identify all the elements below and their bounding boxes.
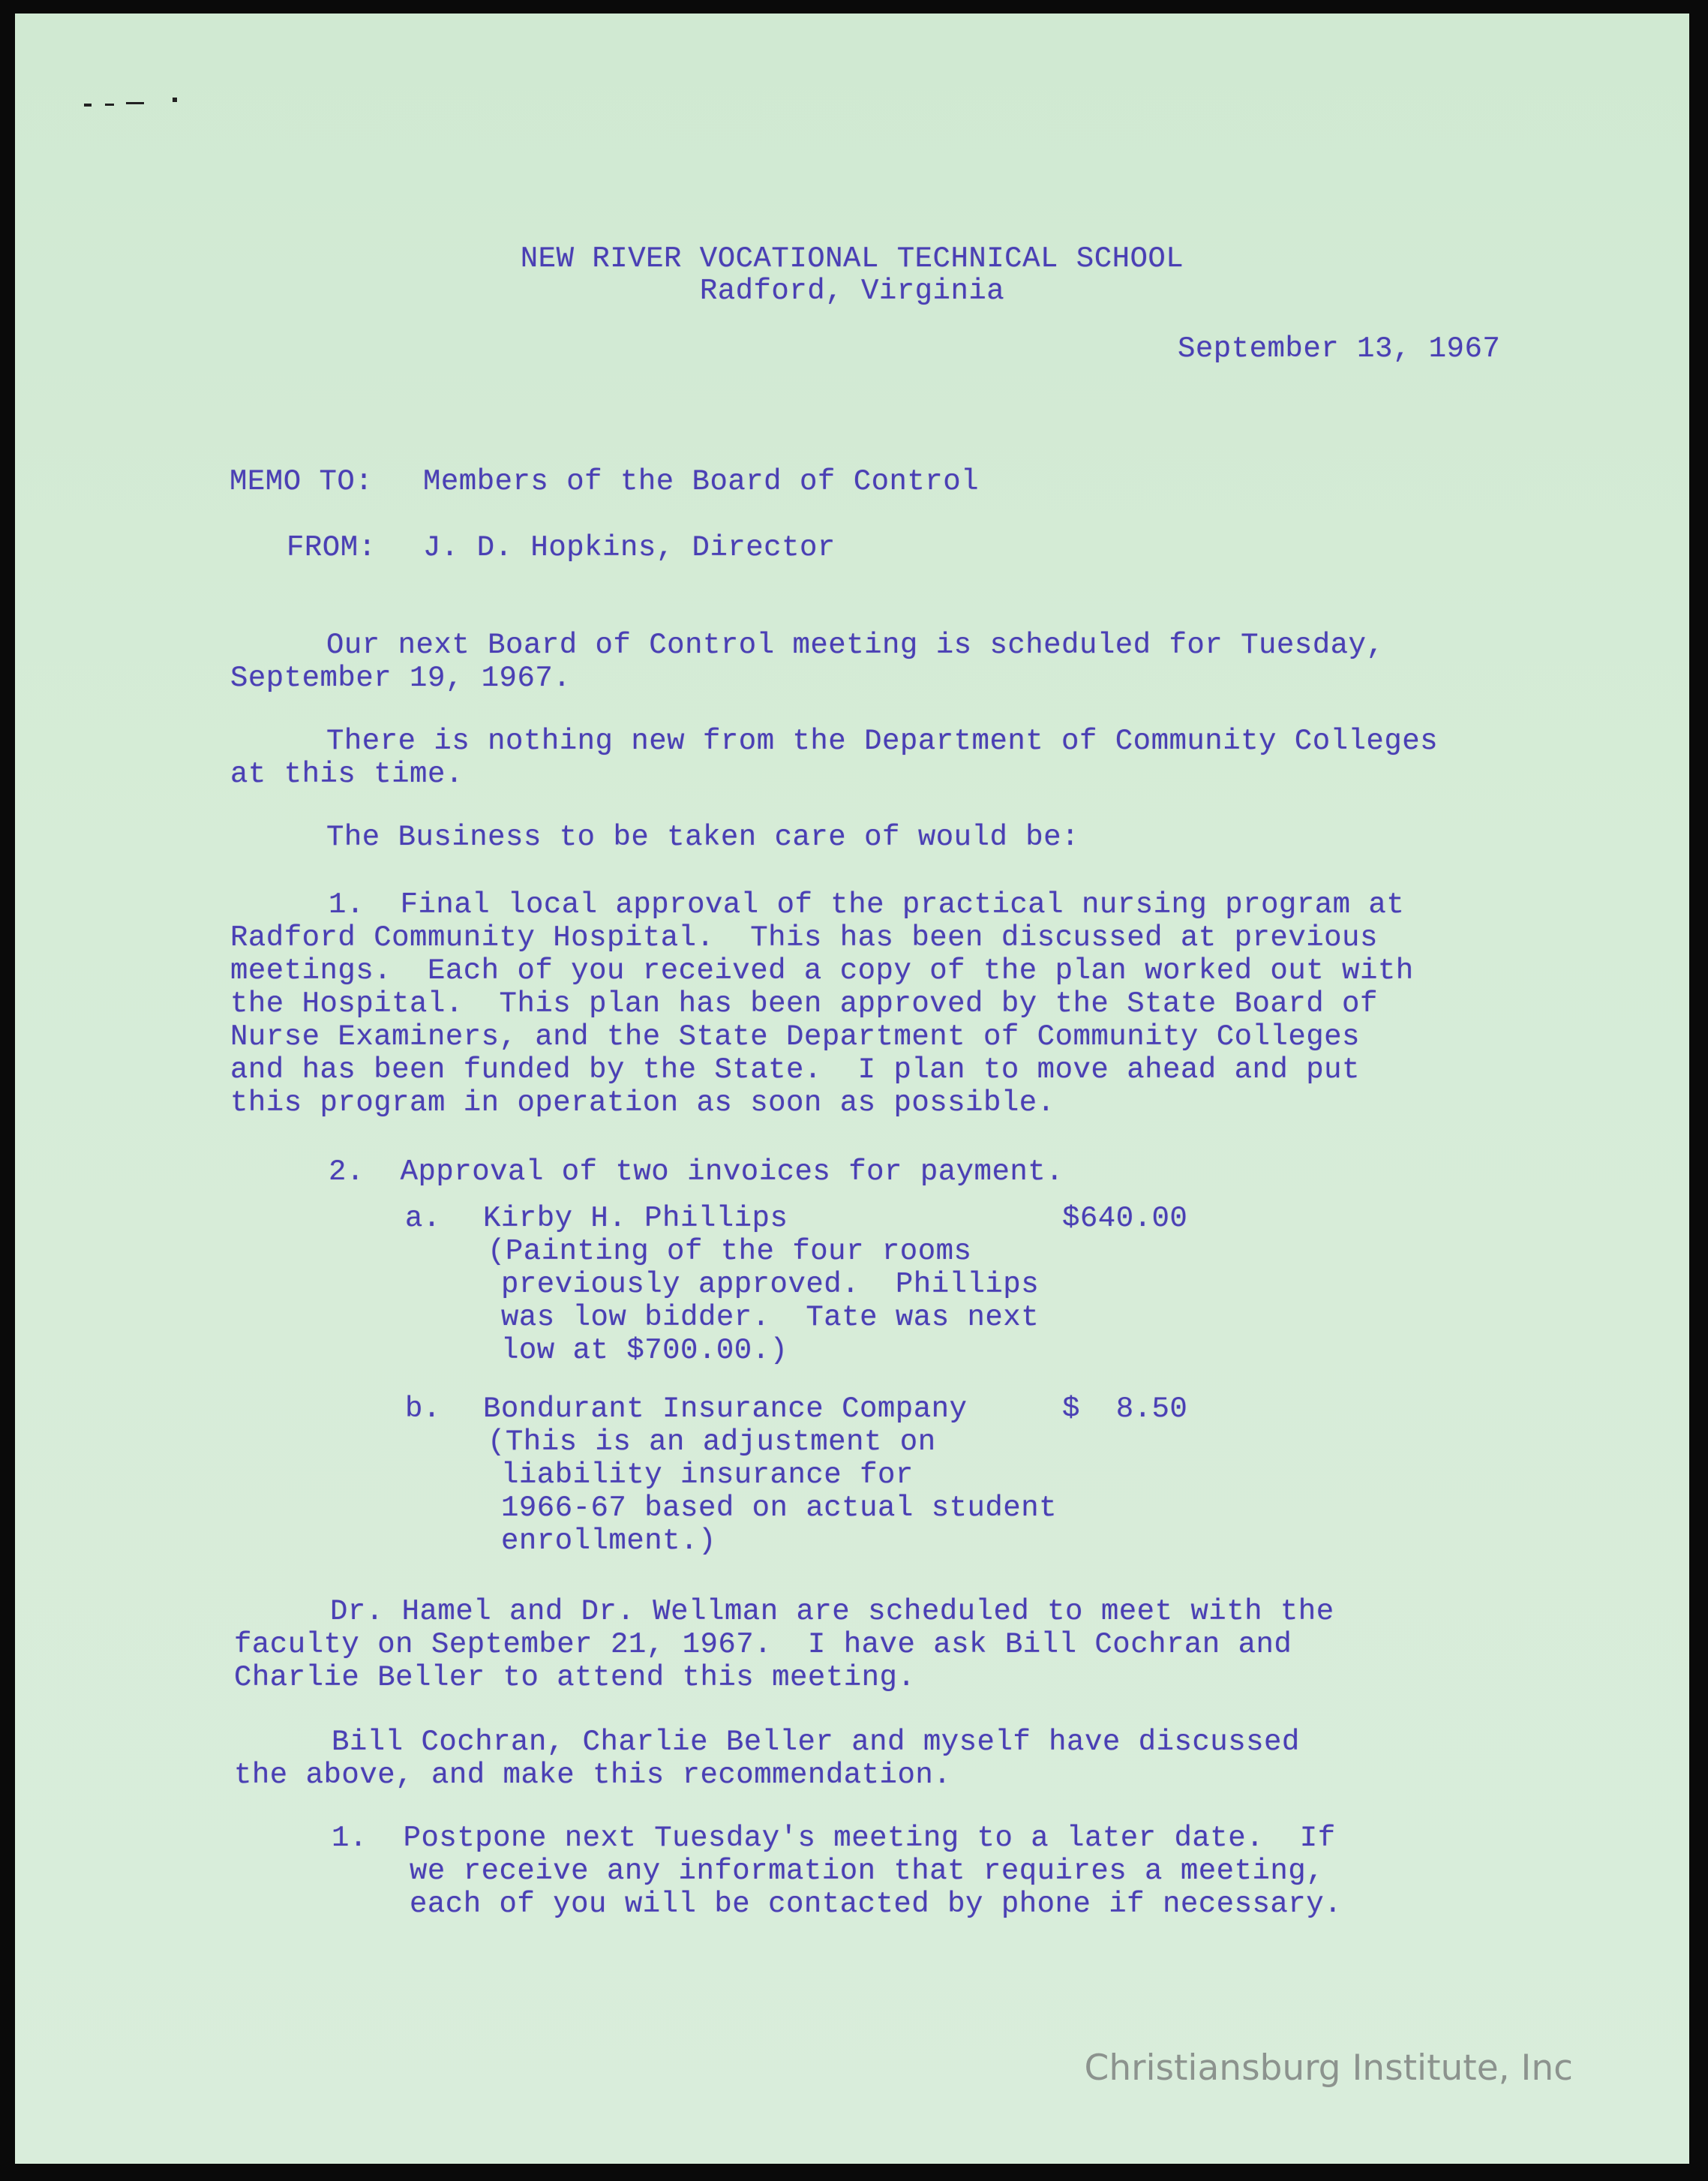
school-location: Radford, Virginia [699,275,1005,308]
invoice-note: enrollment.) [501,1525,716,1558]
invoice-note: (This is an adjustment on [488,1425,936,1459]
watermark: Christiansburg Institute, Inc [1084,2047,1573,2089]
invoice-letter: b. [405,1392,441,1425]
invoice-name: Kirby H. Phillips [483,1202,788,1235]
school-name: NEW RIVER VOCATIONAL TECHNICAL SCHOOL [520,242,1184,275]
invoice-note: was low bidder. Tate was next [501,1301,1040,1334]
invoice-name: Bondurant Insurance Company [483,1392,968,1425]
business-item-invoices: 2. Approval of two invoices for payment. [329,1155,1064,1188]
invoice-note: liability insurance for [501,1459,914,1492]
memo-page: NEW RIVER VOCATIONAL TECHNICAL SCHOOL Radford, Virginia September 13, 1967 MEMO TO: Members of the Board of Control FROM: J. D. Hopkins, Director Our next Board of Control meeting is scheduled for Tuesday, September 19, 1967. There is nothing new from the Department of Community Colleges at this time. The Business to be taken care of would be: 1. Final local approval of the practical nursing program at Radford Community Hospital. This has been discussed at previous meetings. Each of you received a copy of the plan worked out with the Hospital. This plan has been approved by the State Board of Nurse Examiners, and the State Department of Community Colleges and has been funded by the State. I plan to move ahead and put this program in operation as soon as possible. 2. Approval of two invoices for payment. a. Kirby H. Phillips $640.00 (Painting of the four rooms previously approved. Phillips was low bidder. Tate was next low at $700.00.) b. Bondurant Insurance Company $ 8.50 (This is an adjustment on liability insurance for 1966-67 based on actual student enrollment.) Dr. Hamel and Dr. Wellman are scheduled to meet with the faculty on September 21, 1967. I have ask Bill Cochran and Charlie Beller to attend this meeting. Bill Cochran, Charlie Beller and myself have discussed the above, and make this recommendation. 1. Postpone next Tuesday's meeting to a later date. If we receive any information that requires a meeting, each of you will be contacted by phone if necessary. Christiansburg Institute, Inc [15,14,1689,2164]
memo-to-recipient: Members of the Board of Control [423,465,980,498]
invoice-note: (Painting of the four rooms [488,1235,972,1268]
stray-mark [105,104,114,106]
invoice-letter: a. [405,1202,441,1235]
stray-mark [126,102,144,104]
memo-from-sender: J. D. Hopkins, Director [423,531,836,564]
invoice-note: 1966-67 based on actual student [501,1492,1058,1525]
invoice-note: low at $700.00.) [501,1334,788,1367]
stray-mark [84,104,92,107]
memo-from-label: FROM: [287,531,377,564]
memo-to-label: MEMO TO: [230,465,374,498]
invoice-amount: $640.00 [1062,1202,1188,1235]
invoice-amount: $ 8.50 [1062,1392,1188,1425]
stray-mark [173,98,177,102]
memo-date: September 13, 1967 [1178,332,1501,365]
paragraph-business-intro: The Business to be taken care of would be: [326,821,1079,854]
invoice-note: previously approved. Phillips [501,1268,1040,1301]
